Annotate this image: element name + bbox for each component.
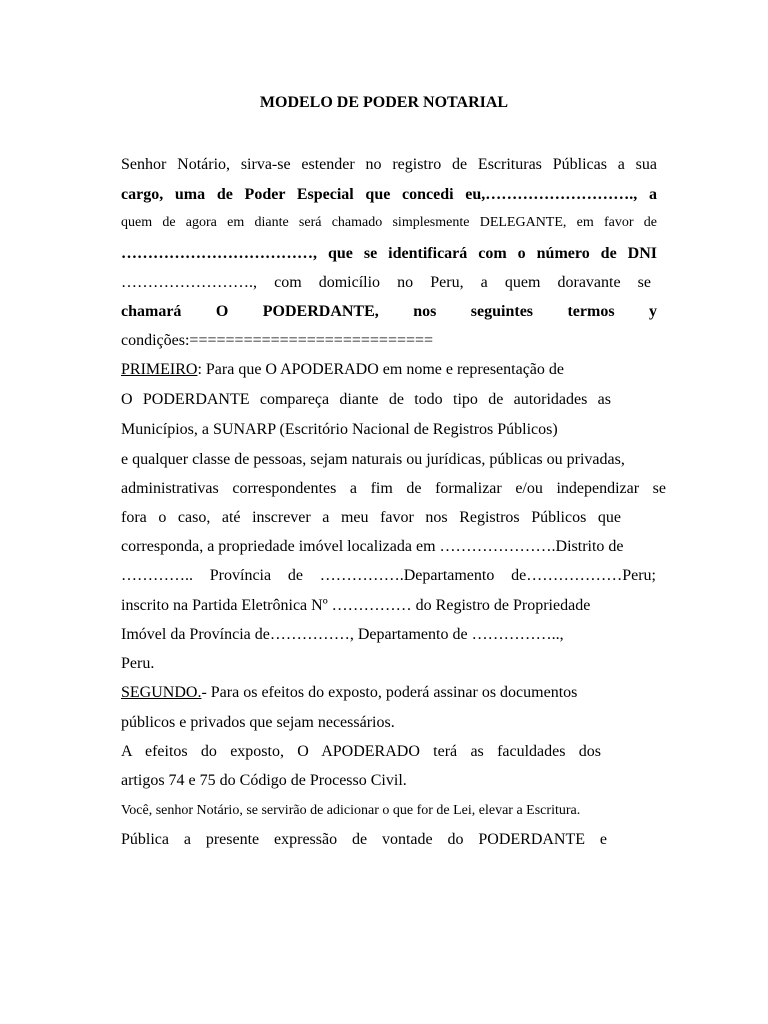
document-title: MODELO DE PODER NOTARIAL xyxy=(259,94,509,111)
text-line: inscrito na Partida Eletrônica Nº …………… do Registro de Propriedade xyxy=(121,597,591,614)
section-label-primeiro: PRIMEIRO xyxy=(121,361,198,378)
text-line: cargo, uma de Poder Especial que concedi eu,………………………., a xyxy=(121,186,657,203)
text-line: quem de agora em diante será chamado simplesmente DELEGANTE, em favor de xyxy=(121,215,657,230)
section-label-segundo: SEGUNDO. xyxy=(121,684,202,701)
text-line: A efeitos do exposto, O APODERADO terá as faculdades dos xyxy=(121,743,601,760)
text-line: Peru. xyxy=(121,655,155,672)
text-line: Pública a presente expressão de vontade do PODERDANTE e xyxy=(121,831,607,848)
text-line: fora o caso, até inscrever a meu favor nos Registros Públicos que xyxy=(121,509,621,526)
text-line: ……………………., com domicílio no Peru, a quem doravante se xyxy=(121,274,651,291)
text-line: corresponda, a propriedade imóvel localizada em ………………….Distrito de xyxy=(121,538,624,555)
text-line: administrativas correspondentes a fim de formalizar e/ou independizar se xyxy=(121,480,666,497)
text-line: ………………………………, que se identificará com o número de DNI xyxy=(121,245,657,262)
text-line: públicos e privados que sejam necessários. xyxy=(121,714,395,731)
text-line: artigos 74 e 75 do Código de Processo Civil. xyxy=(121,772,407,789)
text-line: Municípios, a SUNARP (Escritório Nacional de Registros Públicos) xyxy=(121,421,558,438)
text-line xyxy=(121,360,657,380)
text-line: Imóvel da Província de……………, Departamento de …………….., xyxy=(121,626,564,643)
text-line: Você, senhor Notário, se servirão de adicionar o que for de Lei, elevar a Escritura. xyxy=(121,803,581,818)
text-line: Senhor Notário, sirva-se estender no registro de Escrituras Públicas a sua xyxy=(121,156,657,173)
text-segment: - Para os efeitos do exposto, poderá assinar os documentos xyxy=(201,684,578,701)
text-segment: : Para que O APODERADO em nome e representação de xyxy=(197,361,565,378)
text-line xyxy=(121,683,657,703)
text-line: e qualquer classe de pessoas, sejam naturais ou jurídicas, públicas ou privadas, xyxy=(121,451,625,468)
text-line: O PODERDANTE compareça diante de todo tipo de autoridades as xyxy=(121,391,611,408)
text-line: chamará O PODERDANTE, nos seguintes termos y xyxy=(121,303,657,320)
text-line: ………….. Província de …………….Departamento de………………Peru; xyxy=(121,567,656,584)
text-line: condições:=========================== xyxy=(121,332,434,349)
